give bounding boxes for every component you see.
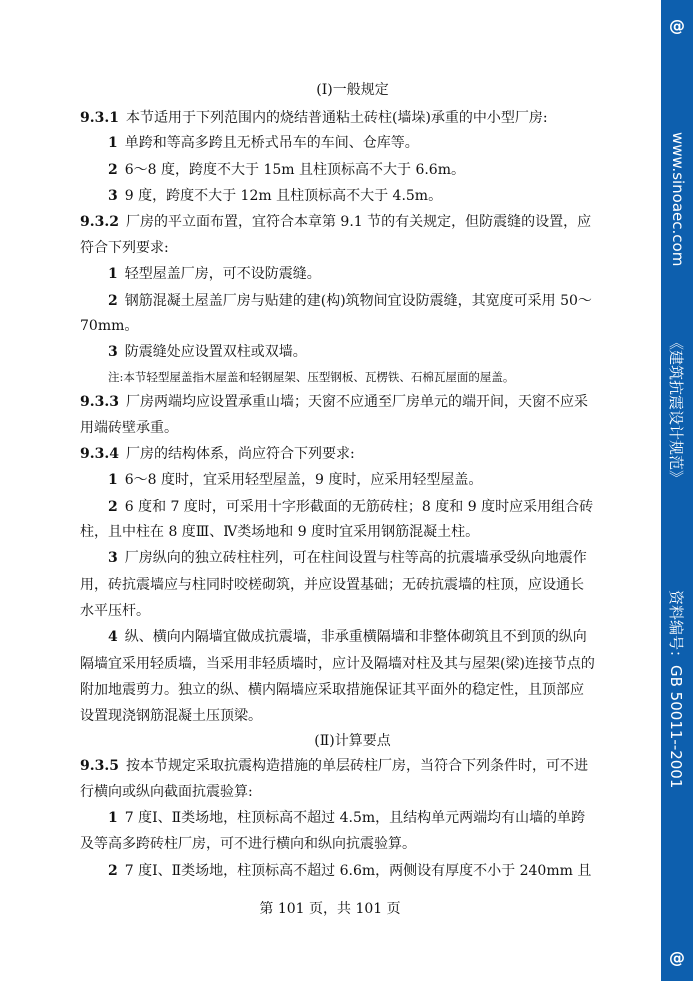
item-line <box>108 133 625 153</box>
clause-number: 9.3.3 <box>80 394 119 410</box>
line-text: 附加地震剪力。独立的纵、横内隔墙应采取措施保证其平面外的稳定性，且顶部应 <box>80 682 584 698</box>
clause-number: 9.3.2 <box>80 214 119 230</box>
line-text: 防震缝处应设置双柱或双墙。 <box>124 344 307 360</box>
clause-line <box>80 108 625 128</box>
clause-line <box>80 212 625 232</box>
sidebar-url: www.sinoaec.com <box>669 132 687 267</box>
item-line <box>108 160 625 180</box>
clause-number: 4 <box>108 629 118 645</box>
clause-line <box>80 444 625 464</box>
line-text: 厂房纵向的独立砖柱柱列，可在柱间设置与柱等高的抗震墙承受纵向地震作 <box>124 550 587 566</box>
section-title: (I)一般规定 <box>316 82 389 98</box>
line-text: 用端砖壁承重。 <box>80 420 178 436</box>
text-line <box>80 601 625 621</box>
item-line <box>108 342 625 362</box>
clause-number: 9.3.5 <box>80 758 119 774</box>
clause-number: 2 <box>108 499 118 515</box>
clause-number: 2 <box>108 863 118 879</box>
text-line <box>80 654 625 674</box>
item-line <box>108 808 625 828</box>
item-line <box>108 497 625 517</box>
line-text: 纵、横向内隔墙宜做成抗震墙，非承重横隔墙和非整体砌筑且不到顶的纵向 <box>124 629 587 645</box>
sidebar-code: 资料编号：GB 50011--2001 <box>667 590 685 789</box>
watermark-sidebar <box>661 0 693 981</box>
at-symbol-top: @ <box>669 16 685 35</box>
clause-number: 1 <box>108 135 118 151</box>
clause-line <box>80 392 625 412</box>
clause-number: 9.3.4 <box>80 446 119 462</box>
line-text: 9 度，跨度不大于 12m 且柱顶标高不大于 4.5m。 <box>124 188 443 204</box>
text-line <box>108 367 653 387</box>
line-text: 及等高多跨砖柱厂房，可不进行横向和纵向抗震验算。 <box>80 836 416 852</box>
line-text: 水平压杆。 <box>80 603 150 619</box>
at-symbol-bottom: @ <box>669 948 685 967</box>
clause-number: 9.3.1 <box>80 110 119 126</box>
page-footer: 第 101 页，共 101 页 <box>259 901 401 917</box>
clause-line <box>80 756 625 776</box>
line-text: 注:本节轻型屋盖指木屋盖和轻钢屋架、压型钢板、瓦楞铁、石棉瓦屋面的屋盖。 <box>108 370 515 384</box>
item-line <box>108 470 625 490</box>
clause-number: 2 <box>108 293 118 309</box>
line-text: 设置现浇钢筋混凝土压顶梁。 <box>80 708 262 724</box>
line-text: 厂房的平立面布置，宜符合本章第 9.1 节的有关规定，但防震缝的设置，应 <box>125 214 592 230</box>
line-text: 本节适用于下列范围内的烧结普通粘土砖柱(墙垛)承重的中小型厂房: <box>125 110 548 126</box>
line-text: 6 度和 7 度时，可采用十字形截面的无筋砖柱；8 度和 9 度时应采用组合砖 <box>124 499 594 515</box>
line-text: 厂房两端均应设置承重山墙；天窗不应通至厂房单元的端开间，天窗不应采 <box>125 394 588 410</box>
section-title: (Ⅱ)计算要点 <box>314 733 391 749</box>
item-line <box>108 548 625 568</box>
line-text: 轻型屋盖厂房，可不设防震缝。 <box>124 266 321 282</box>
text-line <box>80 782 625 802</box>
clause-number: 2 <box>108 162 118 178</box>
clause-number: 3 <box>108 550 118 566</box>
text-line <box>80 680 625 700</box>
line-text: 隔墙宜采用轻质墙，当采用非轻质墙时，应计及隔墙对柱及其与屋架(梁)连接节点的 <box>80 656 595 672</box>
clause-number: 1 <box>108 472 118 488</box>
item-line <box>108 264 625 284</box>
text-line <box>80 834 625 854</box>
line-text: 7 度Ⅰ、Ⅱ类场地，柱顶标高不超过 4.5m，且结构单元两端均有山墙的单跨 <box>124 810 586 826</box>
clause-number: 3 <box>108 344 118 360</box>
line-text: 6～8 度，跨度不大于 15m 且柱顶标高不大于 6.6m。 <box>124 162 465 178</box>
line-text: 柱，且中柱在 8 度Ⅲ、Ⅳ类场地和 9 度时宜采用钢筋混凝土柱。 <box>80 524 480 540</box>
line-text: 钢筋混凝土屋盖厂房与贴建的建(构)筑物间宜设防震缝，其宽度可采用 50～ <box>124 293 592 309</box>
line-text: 用，砖抗震墙应与柱同时咬槎砌筑，并应设置基础；无砖抗震墙的柱顶，应设通长 <box>80 577 584 593</box>
line-text: 按本节规定采取抗震构造措施的单层砖柱厂房，当符合下列条件时，可不进 <box>125 758 588 774</box>
text-line <box>80 522 625 542</box>
line-text: 厂房的结构体系，尚应符合下列要求: <box>125 446 355 462</box>
line-text: 符合下列要求: <box>80 240 169 256</box>
clause-number: 1 <box>108 810 118 826</box>
item-line <box>108 291 625 311</box>
clause-number: 3 <box>108 188 118 204</box>
line-text: 7 度Ⅰ、Ⅱ类场地，柱顶标高不超过 6.6m，两侧设有厚度不小于 240mm 且 <box>124 863 592 879</box>
item-line <box>108 861 625 881</box>
item-line <box>108 186 625 206</box>
line-text: 70mm。 <box>80 318 139 334</box>
text-line <box>80 238 625 258</box>
text-line <box>80 316 625 336</box>
text-line <box>80 706 625 726</box>
line-text: 行横向或纵向截面抗震验算: <box>80 784 253 800</box>
clause-number: 1 <box>108 266 118 282</box>
text-line <box>80 418 625 438</box>
sidebar-book-title: 《建筑抗震设计规范》 <box>667 335 685 486</box>
text-line <box>80 575 625 595</box>
line-text: 单跨和等高多跨且无桥式吊车的车间、仓库等。 <box>124 135 419 151</box>
item-line <box>108 627 625 647</box>
line-text: 6～8 度时，宜采用轻型屋盖，9 度时，应采用轻型屋盖。 <box>124 472 483 488</box>
